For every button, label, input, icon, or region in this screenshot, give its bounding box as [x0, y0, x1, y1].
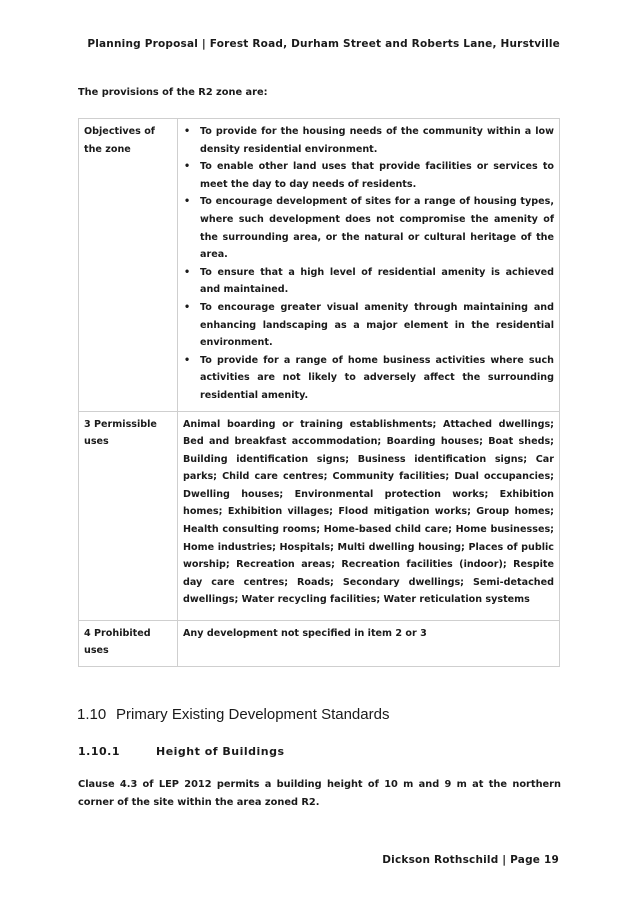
objective-text: To provide for a range of home business activities where such activities are not likely to adversely affect the surrounding residential amenity. [200, 354, 554, 401]
page-header: Planning Proposal | Forest Road, Durham Street and Roberts Lane, Hurstville [87, 38, 560, 50]
table-row [79, 620, 560, 666]
section-number: 1.10 [77, 706, 107, 723]
objectives-label: Objectives of the zone [79, 119, 178, 412]
objective-text: To encourage greater visual amenity through maintaining and enhancing landscaping as a major element in the residential environment. [200, 301, 554, 349]
page-footer: Dickson Rothschild | Page 19 [382, 854, 559, 866]
subsection-number: 1.10.1 [78, 745, 120, 758]
bullet-icon: • [184, 301, 191, 313]
list-item [183, 158, 554, 193]
section-title: Primary Existing Development Standards [116, 706, 390, 723]
objective-text: To enable other land uses that provide facilities or services to meet the day to day needs of residents. [200, 161, 554, 190]
prohibited-label: 4 Prohibited uses [79, 620, 178, 666]
list-item [183, 352, 554, 405]
permissible-uses-text: Animal boarding or training establishments; Attached dwellings; Bed and breakfast accommodation; Boarding houses; Boat sheds; Building identification signs; Business identification signs; Car parks; Child care centres; Community facilities; Dual occupancies; Dwelling houses; Environmental protection works; Exhibition homes; Exhibition villages; Flood mitigation works; Group homes; Health consulting rooms; Home-based child care; Home businesses; Home industries; Hospitals; Multi dwelling housing; Places of public worship; Recreation areas; Recreation facilities (indoor); Respite day care centres; Roads; Secondary dwellings; Semi-detached dwellings; Water recycling facilities; Water reticulation systems [178, 411, 560, 620]
zone-provisions-table [78, 118, 560, 667]
table-row [79, 119, 560, 412]
bullet-icon: • [184, 126, 191, 137]
intro-text: The provisions of the R2 zone are: [78, 87, 268, 98]
bullet-icon: • [184, 266, 191, 278]
objective-text: To ensure that a high level of residential amenity is achieved and maintained. [200, 266, 554, 296]
objective-text: To encourage development of sites for a range of housing types, where such development does not compromise the amenity of the surrounding area, or the natural or cultural heritage of the area. [200, 196, 554, 261]
objectives-cell [178, 119, 560, 412]
bullet-icon: • [184, 196, 191, 208]
bullet-icon: • [184, 354, 191, 366]
bullet-icon: • [184, 161, 191, 173]
list-item [183, 193, 554, 263]
prohibited-uses-text: Any development not specified in item 2 or 3 [178, 620, 560, 666]
subsection-heading [78, 745, 285, 758]
body-paragraph: Clause 4.3 of LEP 2012 permits a building height of 10 m and 9 m at the northern corner of the site within the area zoned R2. [78, 779, 561, 808]
section-heading [77, 706, 389, 723]
list-item [183, 299, 554, 352]
objectives-list [183, 123, 554, 405]
table-row [79, 411, 560, 620]
list-item [183, 123, 554, 158]
list-item [183, 264, 554, 299]
objective-text: To provide for the housing needs of the community within a low density residential environment. [200, 126, 554, 155]
subsection-title: Height of Buildings [156, 745, 285, 758]
permissible-label: 3 Permissible uses [79, 411, 178, 620]
